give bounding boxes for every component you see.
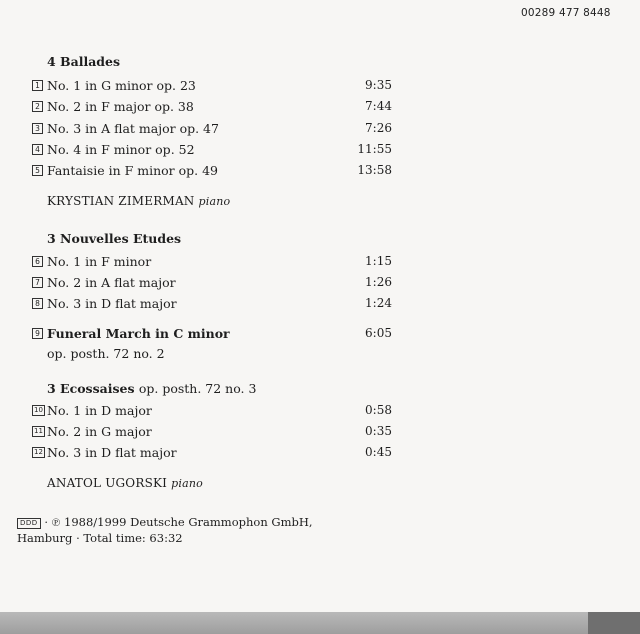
track-duration: 6:05 <box>365 326 392 340</box>
track-title: Fantaisie in F minor op. 49 <box>47 163 219 178</box>
track-row <box>32 163 392 181</box>
heading-subtext: op. posth. 72 no. 3 <box>138 381 257 396</box>
track-duration: 0:58 <box>365 403 392 417</box>
track-duration: 1:26 <box>365 275 392 289</box>
track-number-box: 5 <box>32 165 43 176</box>
track-duration: 9:35 <box>365 78 392 92</box>
track-title: No. 1 in D major <box>47 403 152 418</box>
track-duration: 1:15 <box>365 254 392 268</box>
track-number-box: 4 <box>32 144 43 155</box>
copyright-notice <box>17 514 313 546</box>
track-number-box: 7 <box>32 277 43 288</box>
track-title: No. 2 in F major op. 38 <box>47 99 194 114</box>
track-row-funeral-march <box>32 326 392 344</box>
ddd-badge: DDD <box>17 518 41 529</box>
performer-instrument: piano <box>171 477 203 490</box>
track-subtitle: op. posth. 72 no. 2 <box>47 346 165 361</box>
track-number-box: 3 <box>32 123 43 134</box>
track-title: No. 1 in G minor op. 23 <box>47 78 196 93</box>
track-number-box: 9 <box>32 328 43 339</box>
track-row <box>32 78 392 96</box>
track-title: No. 3 in D flat major <box>47 445 177 460</box>
track-row <box>32 445 392 463</box>
track-number-box: 8 <box>32 298 43 309</box>
track-row <box>32 275 392 293</box>
performer-credit <box>47 476 203 490</box>
track-row <box>32 403 392 421</box>
copyright-text: · ℗ 1988/1999 Deutsche Grammophon GmbH, <box>44 515 313 529</box>
bottom-stripe <box>0 612 640 634</box>
track-duration: 0:35 <box>365 424 392 438</box>
performer-name: ANATOL UGORSKI <box>47 476 168 490</box>
track-row <box>32 296 392 314</box>
track-title: No. 4 in F minor op. 52 <box>47 142 195 157</box>
heading-text: 3 Ecossaises <box>47 381 135 396</box>
track-number-box: 11 <box>32 426 45 437</box>
section-heading-ballades: 4 Ballades <box>47 54 121 69</box>
track-duration: 0:45 <box>365 445 392 459</box>
track-number-box: 10 <box>32 405 45 416</box>
track-title: No. 3 in A flat major op. 47 <box>47 121 219 136</box>
track-title: No. 2 in A flat major <box>47 275 176 290</box>
track-title: Funeral March in C minor <box>47 326 230 341</box>
track-row <box>32 121 392 139</box>
performer-credit <box>47 194 230 208</box>
section-heading-etudes: 3 Nouvelles Etudes <box>47 231 182 246</box>
track-duration: 11:55 <box>357 142 392 156</box>
performer-name: KRYSTIAN ZIMERMAN <box>47 194 195 208</box>
track-duration: 1:24 <box>365 296 392 310</box>
track-number-box: 1 <box>32 80 43 91</box>
track-duration: 7:44 <box>365 99 392 113</box>
track-number-box: 6 <box>32 256 43 267</box>
catalog-number: 00289 477 8448 <box>521 7 611 19</box>
track-title: No. 2 in G major <box>47 424 152 439</box>
track-row <box>32 254 392 272</box>
section-heading-ecossaises <box>47 381 256 396</box>
performer-instrument: piano <box>198 195 231 208</box>
track-row <box>32 99 392 117</box>
track-title: No. 3 in D flat major <box>47 296 177 311</box>
track-row <box>32 142 392 160</box>
copyright-line-1 <box>17 514 313 530</box>
track-row <box>32 424 392 442</box>
copyright-line-2: Hamburg · Total time: 63:32 <box>17 531 183 545</box>
track-duration: 7:26 <box>365 121 392 135</box>
track-number-box: 12 <box>32 447 45 458</box>
track-duration: 13:58 <box>357 163 392 177</box>
track-title: No. 1 in F minor <box>47 254 152 269</box>
track-number-box: 2 <box>32 101 43 112</box>
bottom-stripe-dark-block <box>588 612 640 634</box>
